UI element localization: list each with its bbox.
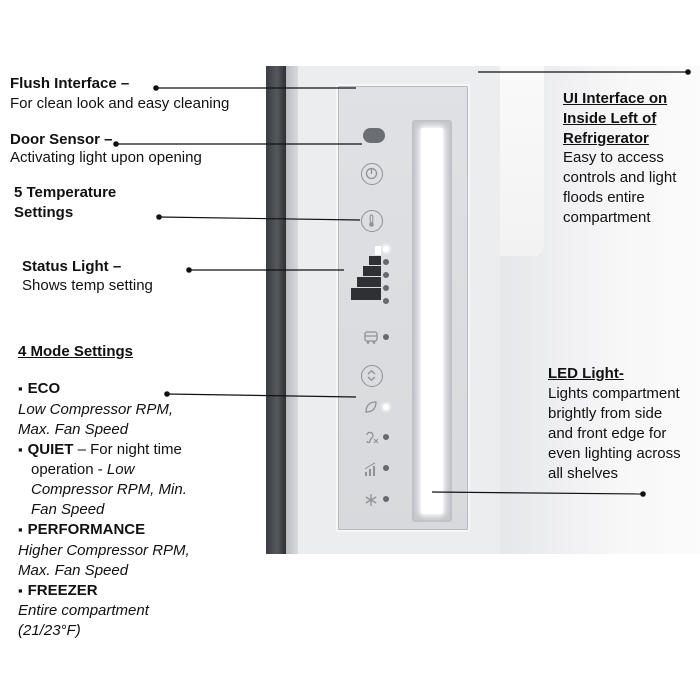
quiet-desc-1-it: Low: [106, 461, 135, 478]
ui-desc-3: floods entire: [563, 189, 645, 206]
door-desc: Activating light upon opening: [10, 149, 202, 166]
quiet-desc-2: Compressor RPM, Min.: [31, 481, 187, 498]
quiet-desc-1: operation -: [31, 461, 107, 478]
temp-title-1: 5 Temperature: [14, 184, 117, 201]
eco-desc-2: Max. Fan Speed: [18, 421, 129, 438]
eco-item: [18, 379, 60, 399]
led-desc-4: even lighting across: [548, 445, 681, 462]
quiet-name: QUIET: [27, 441, 74, 458]
ui-desc-4: compartment: [563, 209, 651, 226]
ui-title-1: UI Interface on: [563, 90, 668, 107]
led-title: LED Light-: [548, 365, 624, 382]
led-desc-3: and front edge for: [548, 425, 667, 442]
ui-title-3: Refrigerator: [563, 130, 649, 147]
eco-desc-1: Low Compressor RPM,: [18, 401, 174, 418]
eco-name: ECO: [27, 380, 61, 397]
modes-title: 4 Mode Settings: [18, 343, 134, 360]
status-title: Status Light –: [22, 258, 122, 275]
temp-title-2: Settings: [14, 204, 74, 221]
flush-title: Flush Interface –: [10, 75, 130, 92]
quiet-desc-3: Fan Speed: [31, 501, 105, 518]
quiet-desc-line: [31, 460, 134, 480]
led-desc-1: Lights compartment: [548, 385, 680, 402]
freezer-item: [18, 581, 98, 601]
led-desc-2: brightly from side: [548, 405, 663, 422]
ui-desc-1: Easy to access: [563, 149, 664, 166]
quiet-item: [18, 440, 182, 460]
leader-temp: [159, 217, 360, 220]
performance-name: PERFORMANCE: [27, 521, 146, 538]
freezer-name: FREEZER: [27, 582, 98, 599]
performance-desc-2: Max. Fan Speed: [18, 562, 129, 579]
freezer-desc-1: Entire compartment: [18, 602, 149, 619]
door-title: Door Sensor –: [10, 131, 113, 148]
ui-title-2: Inside Left of: [563, 110, 657, 127]
performance-desc-1: Higher Compressor RPM,: [18, 542, 190, 559]
ui-desc-2: controls and light: [563, 169, 677, 186]
freezer-desc-2: (21/23°F): [18, 622, 81, 639]
status-desc: Shows temp setting: [22, 277, 153, 294]
flush-desc: For clean look and easy cleaning: [10, 95, 230, 112]
leader-modes: [167, 394, 356, 397]
leader-led: [432, 492, 643, 494]
led-desc-5: all shelves: [548, 465, 619, 482]
performance-item: [18, 520, 145, 540]
quiet-dash: – For night time: [73, 441, 182, 458]
